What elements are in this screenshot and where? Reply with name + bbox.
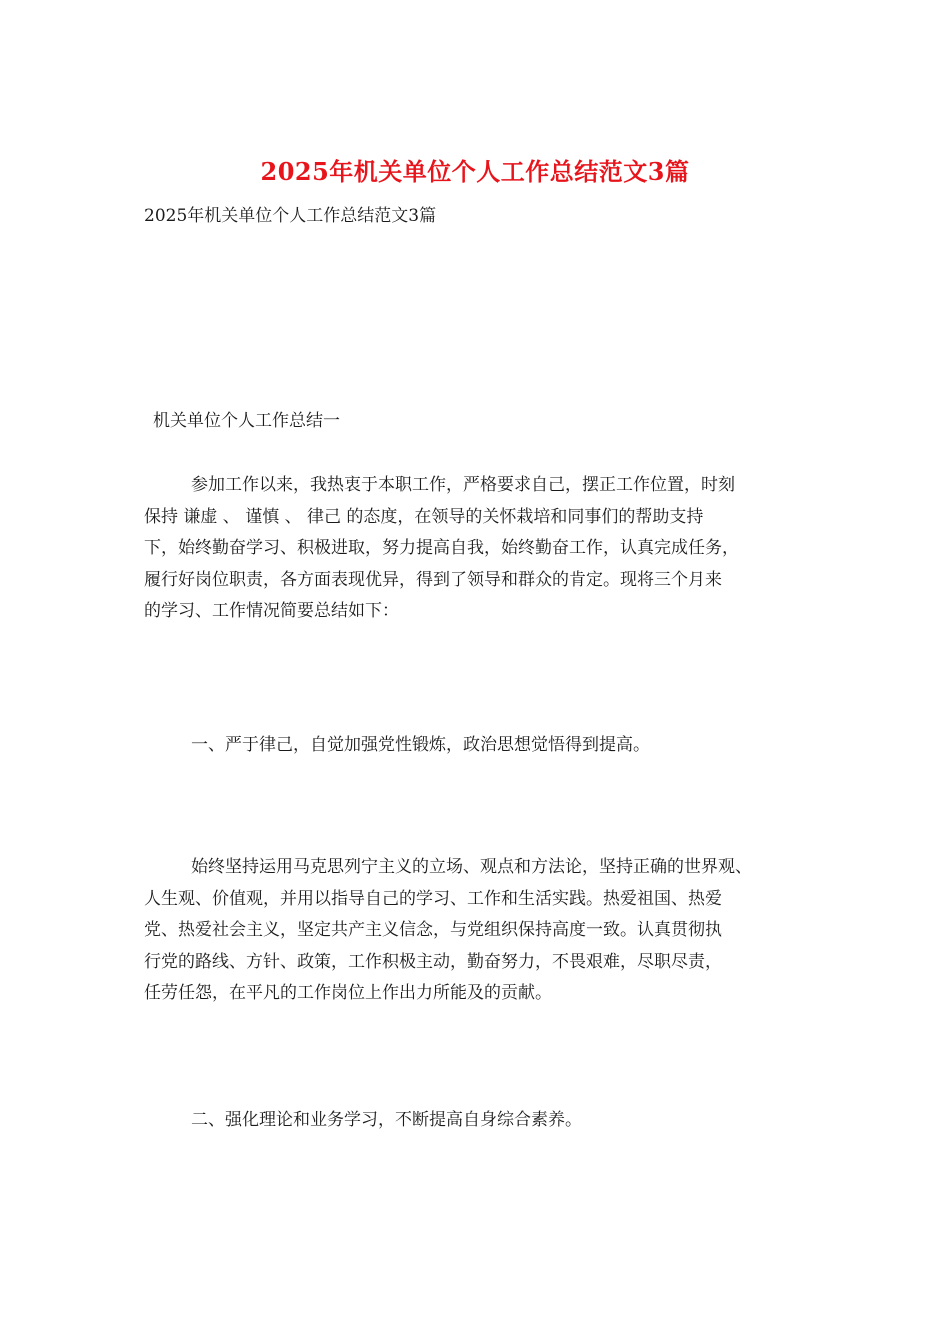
paragraph-line: 履行好岗位职责，各方面表现优异，得到了领导和群众的肯定。现将三个月来 — [144, 569, 722, 590]
paragraph-line: 任劳任怨，在平凡的工作岗位上作出力所能及的贡献。 — [144, 983, 552, 1003]
paragraph-line: 下，始终勤奋学习、积极进取，努力提高自我，始终勤奋工作，认真完成任务， — [144, 538, 739, 558]
section-heading: 机关单位个人工作总结一 — [153, 411, 340, 431]
paragraph-line: 保持 谦虚 、 谨慎 、 律己 的态度，在领导的关怀栽培和同事们的帮助支持 — [144, 506, 704, 527]
document-subtitle: 2025年机关单位个人工作总结范文3篇 — [144, 206, 437, 226]
paragraph-line: 党、热爱社会主义，坚定共产主义信念，与党组织保持高度一致。认真贯彻执 — [144, 920, 722, 940]
paragraph-line: 参加工作以来，我热衷于本职工作，严格要求自己，摆正工作位置，时刻 — [191, 475, 735, 495]
heading-point-one: 一、严于律己，自觉加强党性锻炼，政治思想觉悟得到提高。 — [191, 735, 650, 755]
paragraph-line: 始终坚持运用马克思列宁主义的立场、观点和方法论，坚持正确的世界观、 — [191, 857, 752, 877]
paragraph-line: 的学习、工作情况简要总结如下： — [144, 601, 399, 621]
heading-point-two: 二、强化理论和业务学习，不断提高自身综合素养。 — [191, 1110, 582, 1130]
paragraph-intro — [144, 470, 844, 628]
paragraph-line: 人生观、价值观，并用以指导自己的学习、工作和生活实践。热爱祖国、热爱 — [144, 888, 722, 909]
paragraph-line: 行党的路线、方针、政策，工作积极主动，勤奋努力，不畏艰难，尽职尽责， — [144, 951, 722, 972]
paragraph-point-one — [144, 852, 844, 1010]
document-title: 2025年机关单位个人工作总结范文3篇 — [260, 157, 690, 186]
